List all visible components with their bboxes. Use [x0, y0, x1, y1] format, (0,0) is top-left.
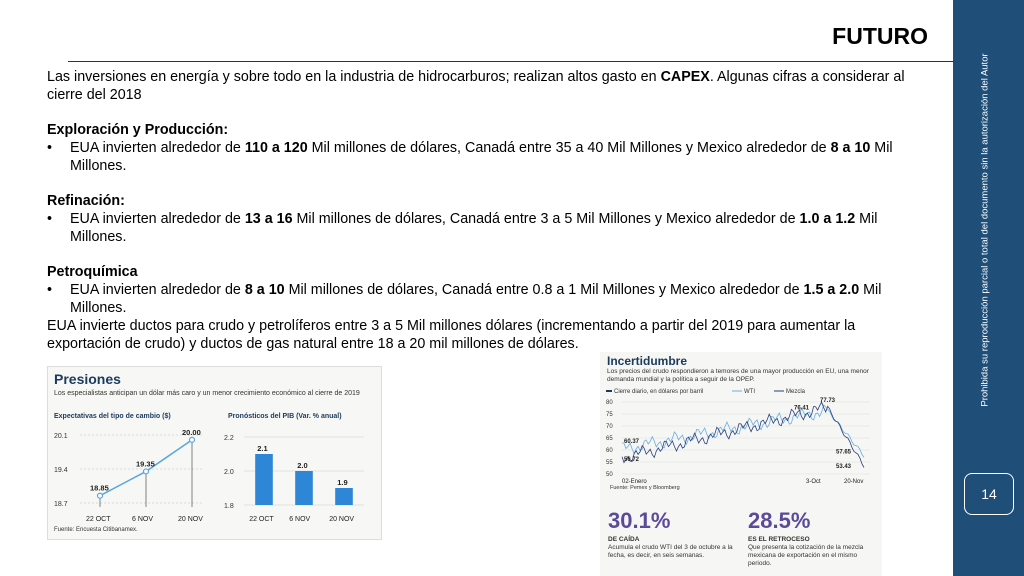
x-tick-label: 22 OCT	[249, 516, 274, 523]
y-tick-label: 70	[606, 424, 613, 430]
stat-caida-label: DE CAÍDA	[608, 536, 640, 543]
y-tick-label: 60	[606, 448, 613, 454]
x-tick-label: 20-Nov	[844, 479, 864, 485]
data-label: 19.35	[136, 459, 155, 469]
data-label: 20.00	[182, 427, 201, 437]
y-tick-label: 19.4	[54, 467, 68, 474]
incertidumbre-figure	[600, 352, 882, 576]
y-tick-label: 80	[606, 400, 613, 406]
legend-label-mezcla: Mezcla	[786, 389, 806, 395]
data-label: 2.1	[257, 444, 268, 453]
stat-retroceso-label: ES EL RETROCESO	[748, 536, 810, 543]
slide-body	[47, 68, 927, 353]
closing-paragraph: EUA invierte ductos para crudo y petrolíferos entre 3 a 5 Mil millones dólares (incrementando a partir del 2019 para aumentar la exportación de crudo) y ductos de gas natural entre 18 a 20 mil millones de dólares.	[47, 318, 856, 352]
presiones-figure	[47, 366, 382, 540]
y-tick-label: 2.2	[224, 435, 234, 442]
data-label: 60.37	[624, 438, 640, 445]
y-tick-label: 18.7	[54, 501, 68, 508]
y-tick-label: 75	[606, 412, 613, 418]
mezcla-line	[622, 402, 864, 467]
bullet-item: • EUA invierten alrededor de 110 a 120 Mil millones de dólares, Canadá entre 35 a 40 Mil Millones y Mexico alrededor de 8 a 10 Mil Millones.	[47, 140, 893, 174]
x-tick-label: 22 OCT	[86, 516, 111, 523]
gdp-bar	[255, 454, 273, 505]
x-tick-label: 3-Oct	[806, 479, 821, 485]
y-tick-label: 55	[606, 460, 613, 466]
intro-paragraph: Las inversiones en energía y sobre todo en la industria de hidrocarburos; realizan altos gasto en CAPEX. Algunas cifras a considerar al cierre del 2018	[47, 69, 905, 103]
exchange-chart-title: Expectativas del tipo de cambio ($)	[54, 413, 171, 420]
x-tick-label: 6 NOV	[132, 516, 154, 523]
page-number: 14	[964, 473, 1014, 515]
slide-title: FUTURO	[832, 23, 928, 49]
copyright-vertical-text: Prohibida su reproducción parcial o total del documento sin la autorización del Autor	[979, 53, 991, 407]
legend-swatch	[606, 390, 612, 392]
data-label: 2.0	[297, 461, 308, 470]
data-point	[144, 469, 149, 474]
data-label: 77.73	[820, 398, 836, 404]
presiones-source: Fuente: Encuesta Citibanamex.	[54, 527, 138, 533]
incertidumbre-source: Fuente: Pemex y Bloomberg	[610, 485, 680, 491]
y-tick-label: 2.0	[224, 469, 234, 476]
y-tick-label: 1.8	[224, 503, 234, 510]
y-tick-label: 65	[606, 436, 613, 442]
section-heading: Petroquímica	[47, 264, 138, 280]
oil-price-chart	[604, 388, 878, 486]
section-heading: Exploración y Producción:	[47, 122, 229, 138]
gdp-bar	[295, 471, 313, 505]
legend-label-wti: WTI	[744, 389, 755, 395]
data-label: 1.9	[337, 478, 348, 487]
data-label: 56.72	[624, 456, 640, 463]
incertidumbre-title: Incertidumbre	[607, 354, 688, 368]
section-heading: Refinación:	[47, 193, 125, 209]
title-divider	[68, 61, 954, 62]
legend-label: Cierre diario, en dólares por barril	[614, 389, 704, 395]
wti-line	[622, 405, 864, 457]
y-tick-label: 50	[606, 472, 613, 478]
data-label: 57.65	[836, 449, 852, 456]
stat-caida-desc: Acumula el crudo WTI del 3 de octubre a la fecha, es decir, en seis semanas.	[608, 544, 733, 559]
data-label: 53.43	[836, 464, 852, 470]
x-tick-label: 20 NOV	[329, 516, 355, 523]
x-tick-label: 6 NOV	[289, 516, 311, 523]
x-tick-label: 02-Enero	[622, 479, 647, 485]
gdp-bar	[335, 488, 353, 505]
exchange-rate-chart	[52, 425, 212, 525]
bullet-item: • EUA invierten alrededor de 8 a 10 Mil millones de dólares, Canadá entre 0.8 a 1 Mil Millones y Mexico alrededor de 1.5 a 2.0 Mil Millones.	[47, 282, 882, 316]
x-tick-label: 20 NOV	[178, 516, 203, 523]
presiones-title: Presiones	[54, 371, 121, 387]
presiones-subtitle: Los especialistas anticipan un dólar más caro y un menor crecimiento económico al cierre de 2019	[54, 390, 360, 397]
data-point	[98, 493, 103, 498]
y-tick-label: 20.1	[54, 433, 68, 440]
data-point	[190, 437, 195, 442]
stat-retroceso-value: 28.5%	[748, 508, 811, 533]
data-label: 18.85	[90, 483, 109, 493]
incertidumbre-subtitle: Los precios del crudo respondieron a temores de una mayor producción en EU, una menor demanda mundial y la política a seguir de la OPEP.	[607, 368, 869, 383]
stat-retroceso-desc: Que presenta la cotización de la mezcla mexicana de exportación en el mismo periodo.	[748, 544, 864, 567]
stat-caida-value: 30.1%	[608, 508, 671, 533]
gdp-chart	[224, 425, 374, 525]
data-label: 76.41	[794, 405, 810, 412]
bullet-item: • EUA invierten alrededor de 13 a 16 Mil millones de dólares, Canadá entre 3 a 5 Mil Millones y Mexico alrededor de 1.0 a 1.2 Mil Millones.	[47, 211, 878, 245]
gdp-chart-title: Pronósticos del PIB (Var. % anual)	[228, 413, 342, 420]
